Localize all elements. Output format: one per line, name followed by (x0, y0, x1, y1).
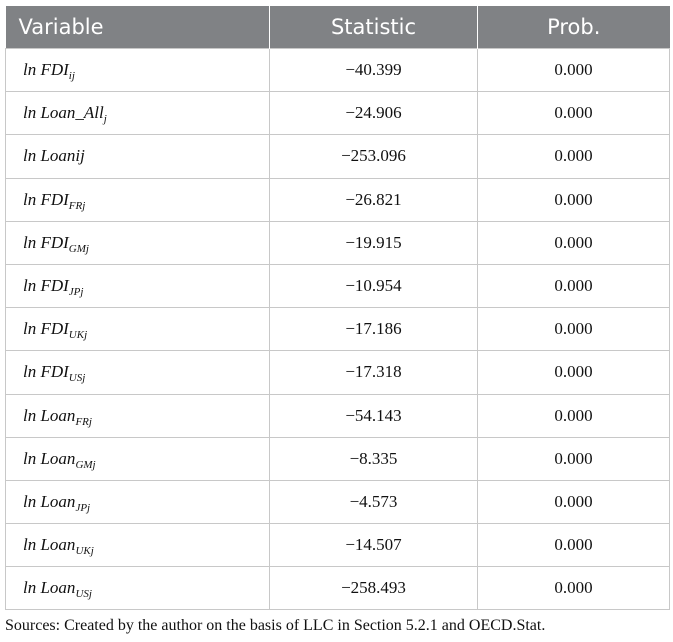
variable-cell: $\ln FDI_{USj}$ (6, 351, 270, 394)
table-row (6, 437, 670, 480)
table-row (6, 178, 670, 221)
table-row (6, 308, 670, 351)
table-row (6, 49, 670, 92)
header-variable: Variable (6, 6, 270, 49)
prob-cell: 0.000 (478, 178, 670, 221)
table-row (6, 394, 670, 437)
prob-cell: 0.000 (478, 264, 670, 307)
table-row (6, 351, 670, 394)
variable-cell: $\ln FDI_{JPj}$ (6, 264, 270, 307)
prob-cell: 0.000 (478, 221, 670, 264)
variable-cell: ln Loan$_{GMj}$ (6, 437, 270, 480)
prob-cell: 0.000 (478, 92, 670, 135)
source-note: Sources: Created by the author on the basis of LLC in Section 5.2.1 and OECD.Stat. (5, 617, 546, 634)
variable-cell: $\ln FDI_{ij}$ (6, 49, 270, 92)
prob-cell: 0.000 (478, 308, 670, 351)
statistic-cell: −40.399 (270, 49, 478, 92)
table-row (6, 480, 670, 523)
results-table-container (5, 6, 669, 610)
prob-cell: 0.000 (478, 135, 670, 178)
table-row (6, 524, 670, 567)
statistic-cell: −4.573 (270, 480, 478, 523)
statistic-cell: −17.318 (270, 351, 478, 394)
table-row (6, 567, 670, 610)
variable-cell: ln Loan$_{USj}$ (6, 567, 270, 610)
statistic-cell: −258.493 (270, 567, 478, 610)
variable-cell: ln Loan$_{UKj}$ (6, 524, 270, 567)
variable-cell: $\ln FDI_{GMj}$ (6, 221, 270, 264)
statistic-cell: −253.096 (270, 135, 478, 178)
statistic-cell: −54.143 (270, 394, 478, 437)
statistic-cell: −14.507 (270, 524, 478, 567)
prob-cell: 0.000 (478, 480, 670, 523)
prob-cell: 0.000 (478, 394, 670, 437)
statistic-cell: −26.821 (270, 178, 478, 221)
variable-cell: ln Loan$_{FRj}$ (6, 394, 270, 437)
variable-cell: $\ln FDI_{FRj}$ (6, 178, 270, 221)
variable-cell: $\ln FDI_{UKj}$ (6, 308, 270, 351)
unit-root-test-table (5, 6, 670, 610)
statistic-cell: −19.915 (270, 221, 478, 264)
prob-cell: 0.000 (478, 524, 670, 567)
variable-cell: ln Loan$_{JPj}$ (6, 480, 270, 523)
prob-cell: 0.000 (478, 351, 670, 394)
variable-cell: ln Loanij (6, 135, 270, 178)
table-row (6, 221, 670, 264)
table-row (6, 264, 670, 307)
table-header-row (6, 6, 670, 49)
header-prob: Prob. (478, 6, 670, 49)
prob-cell: 0.000 (478, 567, 670, 610)
prob-cell: 0.000 (478, 437, 670, 480)
table-row (6, 92, 670, 135)
header-statistic: Statistic (270, 6, 478, 49)
table-row (6, 135, 670, 178)
variable-cell: ln Loan_All$_j$ (6, 92, 270, 135)
statistic-cell: −24.906 (270, 92, 478, 135)
statistic-cell: −10.954 (270, 264, 478, 307)
statistic-cell: −8.335 (270, 437, 478, 480)
prob-cell: 0.000 (478, 49, 670, 92)
statistic-cell: −17.186 (270, 308, 478, 351)
